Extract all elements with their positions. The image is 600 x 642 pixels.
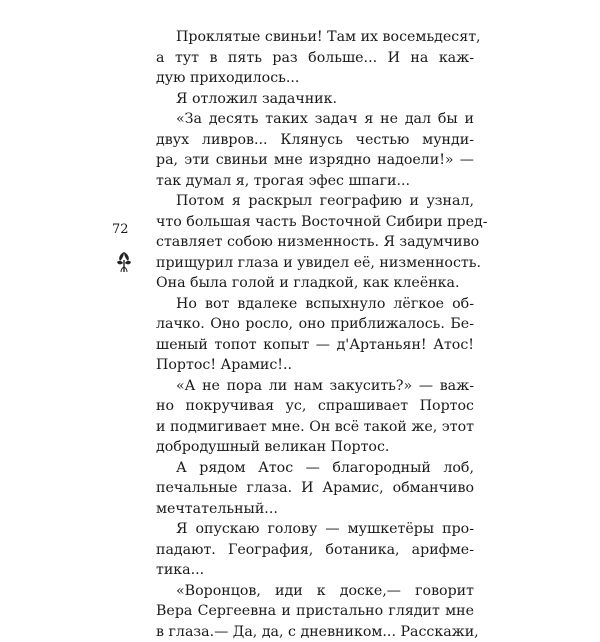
text-line: Вера Сергеевна и пристально глядит мне <box>156 601 474 622</box>
text-line: «Воронцов, иди к доске,— говорит <box>156 581 474 602</box>
text-line: Портос! Арамис!.. <box>156 355 474 376</box>
text-line: тика... <box>156 560 474 581</box>
text-line: Но вот вдалеке вспыхнуло лёгкое об- <box>156 294 474 315</box>
text-line: но покручивая ус, спрашивает Портос <box>156 396 474 417</box>
text-line: падают. География, ботаника, арифме- <box>156 540 474 561</box>
text-line: а тут в пять раз больше... И на каж- <box>156 48 474 69</box>
text-line: прищурил глаза и увидел её, низменность. <box>156 253 474 274</box>
text-line: печальные глаза. И Арамис, обманчиво <box>156 478 474 499</box>
text-line: шеный топот копыт — д'Артаньян! Атос! <box>156 335 474 356</box>
text-line: А рядом Атос — благородный лоб, <box>156 458 474 479</box>
text-line: и подмигивает мне. Он всё такой же, этот <box>156 417 474 438</box>
text-line: ра, эти свиньи мне изрядно надоели!» — <box>156 150 474 171</box>
text-line: дую приходилось... <box>156 68 474 89</box>
text-line: «А не пора ли нам закусить?» — важ- <box>156 376 474 397</box>
leaf-sprig-icon <box>114 250 134 274</box>
text-line: Она была голой и гладкой, как клеёнка. <box>156 273 474 294</box>
page-number: 72 <box>112 222 129 237</box>
text-line: Проклятые свиньи! Там их восемьдесят, <box>156 27 474 48</box>
text-line: что большая часть Восточной Сибири пред- <box>156 212 474 233</box>
text-line: в глаза.— Да, да, с дневником... Расскажи, <box>156 622 474 642</box>
text-line: Я опускаю голову — мушкетёры про- <box>156 519 474 540</box>
text-line: так думал я, трогая эфес шпаги... <box>156 171 474 192</box>
text-line: Я отложил задачник. <box>156 89 474 110</box>
text-line: двух ливров... Клянусь честью мунди- <box>156 130 474 151</box>
text-line: добродушный великан Портос. <box>156 437 474 458</box>
text-line: «За десять таких задач я не дал бы и <box>156 109 474 130</box>
text-line: Потом я раскрыл географию и узнал, <box>156 191 474 212</box>
body-text <box>156 27 474 642</box>
text-line: мечтательный... <box>156 499 474 520</box>
text-line: лачко. Оно росло, оно приближалось. Бе- <box>156 314 474 335</box>
text-line: ставляет собою низменность. Я задумчиво <box>156 232 474 253</box>
